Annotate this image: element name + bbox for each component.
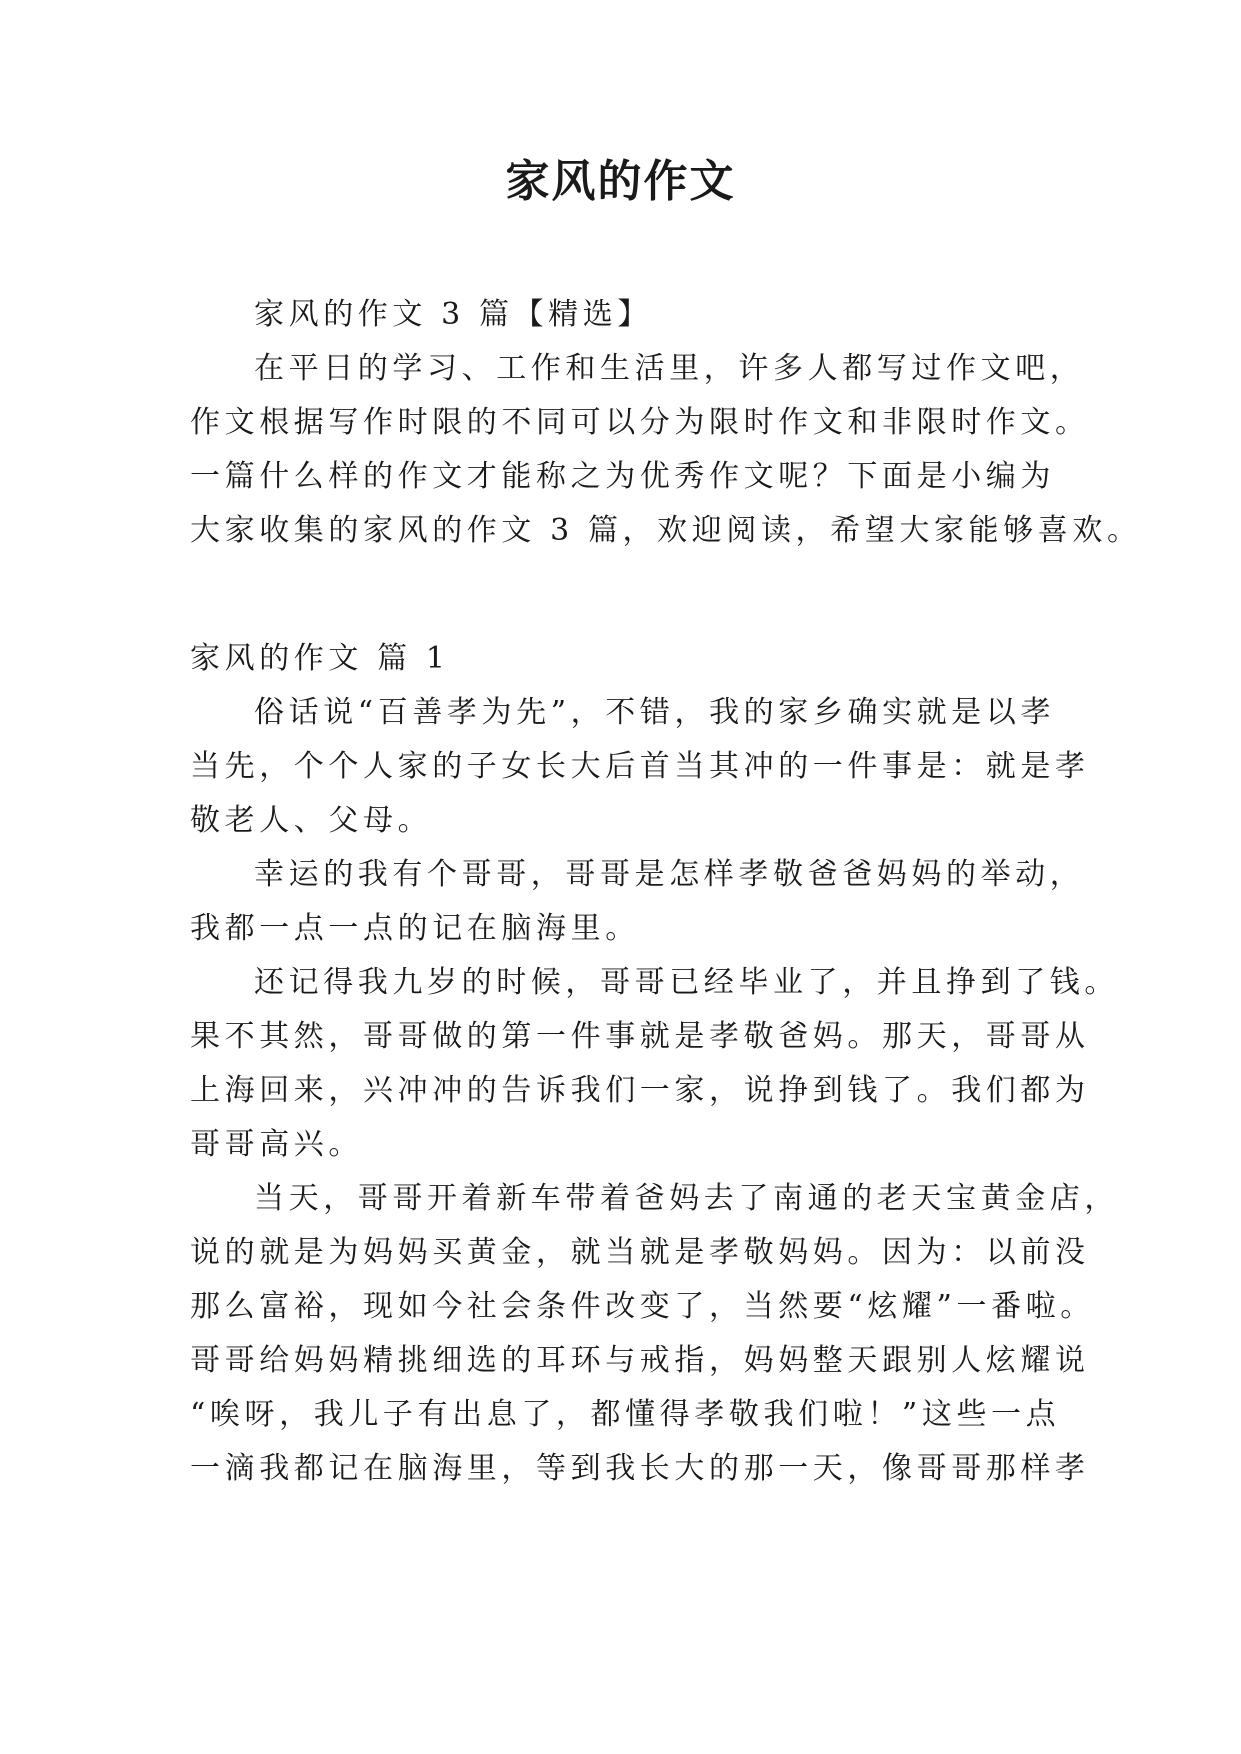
intro-line: 大家收集的家风的作文 3 篇，欢迎阅读，希望大家能够喜欢。	[190, 513, 1142, 548]
paragraph-line: 俗话说“百善孝为先”，不错，我的家乡确实就是以孝	[254, 695, 1056, 730]
paragraph-line: 幸运的我有个哥哥，哥哥是怎样孝敬爸爸妈妈的举动，	[254, 857, 1085, 892]
intro-line: 在平日的学习、工作和生活里，许多人都写过作文吧，	[254, 351, 1085, 386]
paragraph-line: 哥哥给妈妈精挑细选的耳环与戒指，妈妈整天跟别人炫耀说	[190, 1343, 1090, 1378]
paragraph-line: 上海回来，兴冲冲的告诉我们一家，说挣到钱了。我们都为	[190, 1073, 1090, 1108]
subtitle-line: 家风的作文 3 篇【精选】	[254, 297, 652, 332]
intro-line: 一篇什么样的作文才能称之为优秀作文呢？下面是小编为	[190, 459, 1055, 494]
paragraph-line: 敬老人、父母。	[190, 803, 433, 838]
paragraph-line: 说的就是为妈妈买黄金，就当就是孝敬妈妈。因为：以前没	[190, 1235, 1090, 1270]
section-heading: 家风的作文 篇 1	[190, 641, 450, 676]
paragraph-line: 一滴我都记在脑海里，等到我长大的那一天，像哥哥那样孝	[190, 1451, 1090, 1486]
paragraph-line: 当先，个个人家的子女长大后首当其冲的一件事是：就是孝	[190, 749, 1090, 784]
paragraph-line: “唉呀，我儿子有出息了，都懂得孝敬我们啦！”这些一点	[190, 1397, 1061, 1432]
paragraph-line: 我都一点一点的记在脑海里。	[190, 911, 640, 946]
paragraph-line: 那么富裕，现如今社会条件改变了，当然要“炫耀”一番啦。	[190, 1289, 1095, 1324]
paragraph-line: 哥哥高兴。	[190, 1127, 363, 1162]
document-body	[190, 288, 1142, 1496]
document-title: 家风的作文	[505, 156, 736, 207]
paragraph-line: 还记得我九岁的时候，哥哥已经毕业了，并且挣到了钱。	[254, 965, 1119, 1000]
paragraph-line: 果不其然，哥哥做的第一件事就是孝敬爸妈。那天，哥哥从	[190, 1019, 1090, 1054]
intro-line: 作文根据写作时限的不同可以分为限时作文和非限时作文。	[190, 405, 1090, 440]
section-spacer	[190, 558, 1070, 632]
paragraph-line: 当天，哥哥开着新车带着爸妈去了南通的老天宝黄金店，	[254, 1181, 1119, 1216]
